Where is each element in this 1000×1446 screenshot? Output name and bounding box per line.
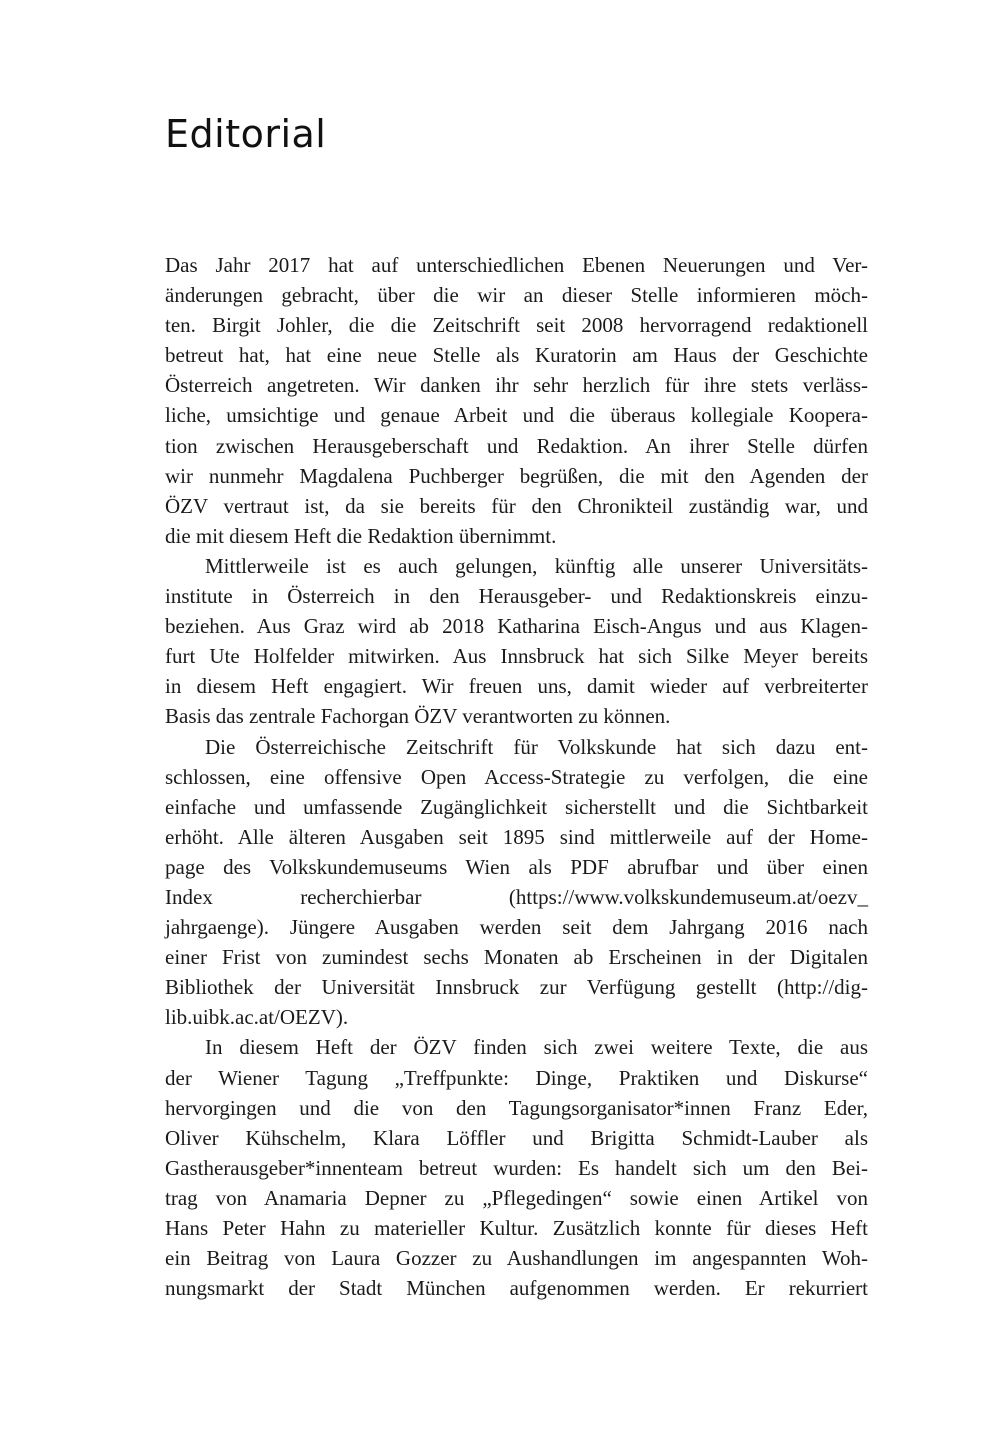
text-line: Oliver Kühschelm, Klara Löffler und Brigitta Schmidt-Lauber als [165,1125,868,1150]
text-line: einfache und umfassende Zugänglichkeit sicherstellt und die Sichtbarkeit [165,794,868,819]
text-line: furt Ute Holfelder mitwirken. Aus Innsbruck hat sich Silke Meyer bereits [165,644,868,669]
text-line: Österreich angetreten. Wir danken ihr sehr herzlich für ihre stets verläss- [165,373,868,398]
text-line: Das Jahr 2017 hat auf unterschiedlichen Ebenen Neuerungen und Ver- [165,253,868,277]
text-line: in diesem Heft engagiert. Wir freuen uns, damit wieder auf verbreiterter [165,674,868,699]
text-line: ÖZV vertraut ist, da sie bereits für den Chronikteil zuständig war, und [165,493,868,518]
text-line: institute in Österreich in den Herausgeber- und Redaktionskreis einzu- [165,584,868,609]
text-line: die mit diesem Heft die Redaktion übernimmt. [165,523,557,548]
text-line: trag von Anamaria Depner zu „Pflegedingen“ sowie einen Artikel von [165,1185,868,1210]
text-line: page des Volkskundemuseums Wien als PDF abrufbar und über einen [165,854,868,879]
text-line: jahrgaenge). Jüngere Ausgaben werden seit dem Jahrgang 2016 nach [165,915,868,940]
text-line: Die Österreichische Zeitschrift für Volkskunde hat sich dazu ent- [205,734,868,759]
text-line: hervorgingen und die von den Tagungsorganisator*innen Franz Eder, [165,1095,868,1120]
text-line: Bibliothek der Universität Innsbruck zur Verfügung gestellt (http://dig- [165,975,868,1000]
text-line: nungsmarkt der Stadt München aufgenommen werden. Er rekurriert [165,1276,868,1301]
paragraph [165,250,868,551]
text-line: ten. Birgit Johler, die die Zeitschrift seit 2008 hervorragend redaktionell [165,313,868,338]
text-line: Mittlerweile ist es auch gelungen, künftig alle unserer Universitäts- [205,553,868,578]
paragraph [165,732,868,1033]
editorial-body [165,250,868,1303]
paragraph [165,551,868,732]
text-line: betreut hat, hat eine neue Stelle als Kuratorin am Haus der Geschichte [165,343,868,368]
text-line: schlossen, eine offensive Open Access-Strategie zu verfolgen, die eine [165,764,868,789]
text-line: wir nunmehr Magdalena Puchberger begrüßen, die mit den Agenden der [165,463,868,488]
page-title: Editorial [165,112,327,156]
text-line: In diesem Heft der ÖZV finden sich zwei weitere Texte, die aus [205,1035,868,1060]
text-line: einer Frist von zumindest sechs Monaten ab Erscheinen in der Digitalen [165,945,868,970]
text-line: beziehen. Aus Graz wird ab 2018 Katharina Eisch-Angus und aus Klagen- [165,614,868,639]
text-line: änderungen gebracht, über die wir an dieser Stelle informieren möch- [165,283,868,308]
text-line: Gastherausgeber*innenteam betreut wurden: Es handelt sich um den Bei- [165,1155,868,1180]
text-line: tion zwischen Herausgeberschaft und Redaktion. An ihrer Stelle dürfen [165,433,868,458]
text-line: ein Beitrag von Laura Gozzer zu Aushandlungen im angespannten Woh- [165,1246,868,1271]
text-line: Basis das zentrale Fachorgan ÖZV verantworten zu können. [165,704,671,729]
text-line: lib.uibk.ac.at/OEZV). [165,1005,349,1030]
text-line: Hans Peter Hahn zu materieller Kultur. Zusätzlich konnte für dieses Heft [165,1216,868,1240]
paragraph [165,1032,868,1303]
text-line: liche, umsichtige und genaue Arbeit und die überaus kollegiale Koopera- [165,403,868,428]
text-line: Index recherchierbar (https://www.volkskundemuseum.at/oezv_ [165,884,868,909]
text-line: erhöht. Alle älteren Ausgaben seit 1895 sind mittlerweile auf der Home- [165,824,868,849]
text-line: der Wiener Tagung „Treffpunkte: Dinge, Praktiken und Diskurse“ [165,1065,868,1090]
